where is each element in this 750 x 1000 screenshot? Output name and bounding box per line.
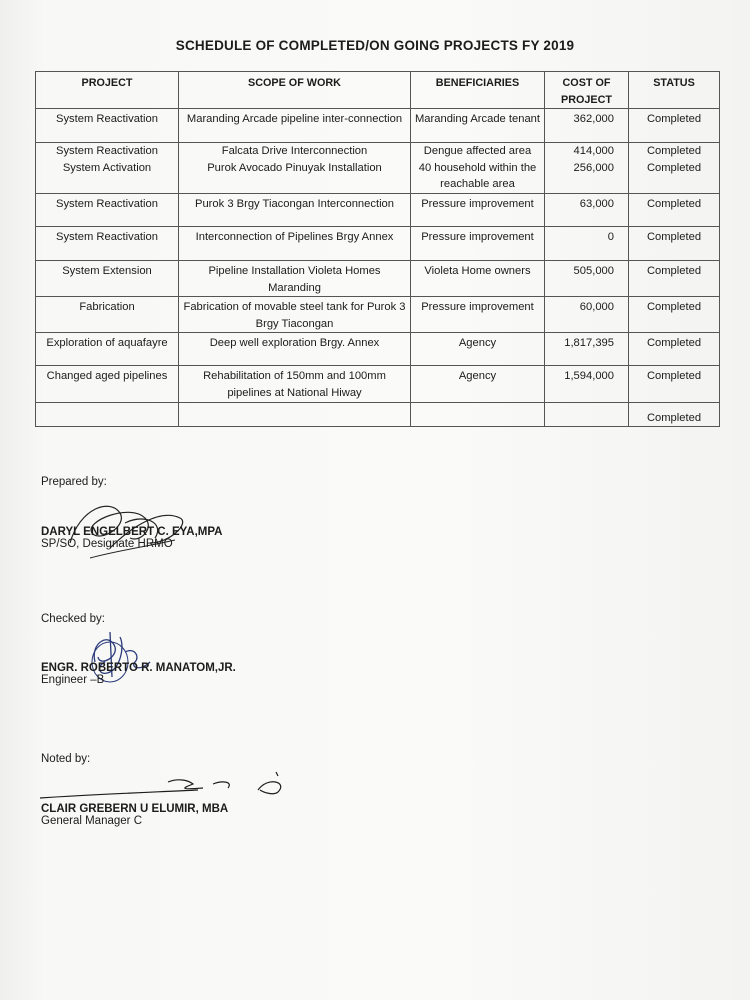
cell-status: Completed (629, 226, 720, 260)
cell-beneficiaries: Pressure improvement (411, 226, 545, 260)
cell-status: Completed (629, 109, 720, 143)
cell-cost-line: 256,000 (573, 161, 614, 174)
cell-scope (179, 143, 411, 194)
cell-status: Completed (629, 333, 720, 366)
prepared-label: Prepared by: (41, 476, 107, 488)
header-scope: SCOPE OF WORK (179, 72, 411, 109)
table-row (36, 297, 720, 333)
cell-project: System Reactivation (36, 226, 179, 260)
cell-cost: 1,594,000 (545, 366, 629, 402)
cell-beneficiaries-line: Dengue affected area (423, 145, 532, 158)
cell-status: Completed (629, 193, 720, 226)
prepared-position: SP/SO, Designate HRMO (41, 538, 173, 550)
cell-cost: 0 (545, 226, 629, 260)
cell-scope: Interconnection of Pipelines Brgy Annex (179, 226, 411, 260)
noted-signature (38, 768, 298, 808)
header-project: PROJECT (36, 72, 179, 109)
cell-beneficiaries: Maranding Arcade tenant (411, 109, 545, 143)
cell-status-line: Completed (646, 161, 702, 174)
noted-signatory (41, 803, 228, 827)
cell-status: Completed (629, 402, 720, 427)
table-row (36, 333, 720, 366)
checked-label: Checked by: (41, 613, 105, 625)
projects-table (35, 71, 720, 427)
table-row (36, 366, 720, 402)
cell-project: Fabrication (36, 297, 179, 333)
cell-beneficiaries (411, 402, 545, 427)
cell-beneficiaries: Violeta Home owners (411, 260, 545, 296)
cell-project: Changed aged pipelines (36, 366, 179, 402)
cell-project: System Reactivation (36, 193, 179, 226)
table-row (36, 226, 720, 260)
cell-scope: Rehabilitation of 150mm and 100mm pipelines at National Hiway (179, 366, 411, 402)
cell-scope (179, 402, 411, 427)
cell-scope: Maranding Arcade pipeline inter-connection (179, 109, 411, 143)
cell-beneficiaries: Pressure improvement (411, 297, 545, 333)
cell-beneficiaries: Agency (411, 366, 545, 402)
cell-scope: Deep well exploration Brgy. Annex (179, 333, 411, 366)
cell-status: Completed (629, 297, 720, 333)
checked-name: ENGR. ROBERTO R. MANATOM,JR. (41, 662, 236, 674)
header-beneficiaries: BENEFICIARIES (411, 72, 545, 109)
noted-position: General Manager C (41, 815, 142, 827)
cell-scope: Pipeline Installation Violeta Homes Maranding (179, 260, 411, 296)
cell-cost (545, 143, 629, 194)
cell-scope: Fabrication of movable steel tank for Purok 3 Brgy Tiacongan (179, 297, 411, 333)
cell-cost-line: 414,000 (573, 145, 614, 158)
table-row (36, 193, 720, 226)
table-row (36, 402, 720, 427)
noted-block (41, 753, 90, 765)
noted-name: CLAIR GREBERN U ELUMIR, MBA (41, 803, 229, 815)
cell-cost (545, 402, 629, 427)
checked-position: Engineer –B (41, 674, 105, 686)
prepared-block (41, 476, 107, 488)
cell-project-line: System Activation (62, 161, 152, 174)
table-header-row (36, 72, 720, 109)
cell-cost: 1,817,395 (545, 333, 629, 366)
cell-project: Exploration of aquafayre (36, 333, 179, 366)
noted-label: Noted by: (41, 753, 91, 765)
cell-project: System Extension (36, 260, 179, 296)
header-status: STATUS (629, 72, 720, 109)
cell-cost: 362,000 (545, 109, 629, 143)
table-row (36, 143, 720, 194)
checked-signatory (41, 662, 236, 686)
cell-project: System Reactivation (36, 109, 179, 143)
cell-beneficiaries: Agency (411, 333, 545, 366)
prepared-name: DARYL ENGELBERT C. EYA,MPA (41, 526, 223, 538)
table-row (36, 260, 720, 296)
cell-status: Completed (629, 366, 720, 402)
cell-status: Completed (629, 260, 720, 296)
document-title: SCHEDULE OF COMPLETED/ON GOING PROJECTS FY 2019 (175, 38, 575, 53)
cell-scope: Purok 3 Brgy Tiacongan Interconnection (179, 193, 411, 226)
cell-beneficiaries: Pressure improvement (411, 193, 545, 226)
cell-status-line: Completed (646, 145, 702, 158)
cell-status (629, 143, 720, 194)
prepared-signatory (41, 526, 222, 550)
cell-project (36, 143, 179, 194)
cell-project-line: System Reactivation (56, 145, 158, 158)
header-cost: COST OF PROJECT (545, 72, 629, 109)
cell-cost: 505,000 (545, 260, 629, 296)
cell-project (36, 402, 179, 427)
table-row (36, 109, 720, 143)
cell-cost: 63,000 (545, 193, 629, 226)
cell-scope-line: Falcata Drive Interconnection (221, 145, 368, 158)
cell-beneficiaries-line: 40 household within the reachable area (418, 161, 537, 191)
cell-cost: 60,000 (545, 297, 629, 333)
cell-scope-line: Purok Avocado Pinuyak Installation (207, 161, 382, 174)
cell-beneficiaries (411, 143, 545, 194)
